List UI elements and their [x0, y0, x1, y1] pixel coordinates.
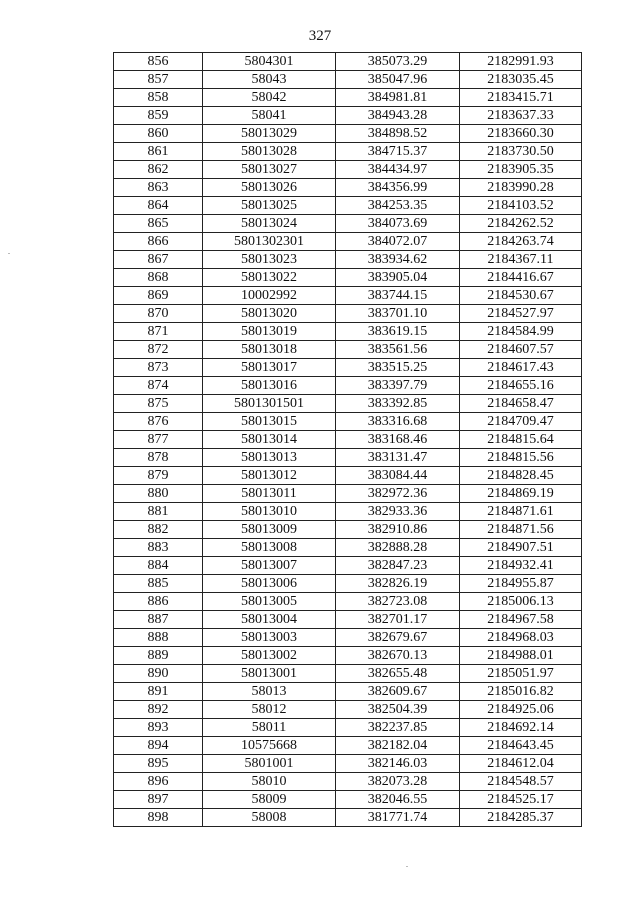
table-row: [114, 629, 582, 647]
point-number-cell: 856: [114, 53, 203, 71]
x-coordinate-cell: 382504.39: [336, 701, 460, 719]
point-id-cell: 58013011: [203, 485, 336, 503]
point-number-cell: 857: [114, 71, 203, 89]
point-id-cell: 58013026: [203, 179, 336, 197]
point-id-cell: 58013016: [203, 377, 336, 395]
point-number-cell: 894: [114, 737, 203, 755]
x-coordinate-cell: 383316.68: [336, 413, 460, 431]
point-id-cell: 5801001: [203, 755, 336, 773]
y-coordinate-cell: 2184530.67: [460, 287, 582, 305]
point-id-cell: 58013025: [203, 197, 336, 215]
y-coordinate-cell: 2183035.45: [460, 71, 582, 89]
point-id-cell: 58013013: [203, 449, 336, 467]
x-coordinate-cell: 382847.23: [336, 557, 460, 575]
point-number-cell: 866: [114, 233, 203, 251]
point-id-cell: 58042: [203, 89, 336, 107]
y-coordinate-cell: 2184709.47: [460, 413, 582, 431]
y-coordinate-cell: 2184815.56: [460, 449, 582, 467]
x-coordinate-cell: 383131.47: [336, 449, 460, 467]
table-row: [114, 449, 582, 467]
point-id-cell: 58011: [203, 719, 336, 737]
y-coordinate-cell: 2183730.50: [460, 143, 582, 161]
scan-speck: [8, 253, 10, 254]
x-coordinate-cell: 382826.19: [336, 575, 460, 593]
x-coordinate-cell: 384072.07: [336, 233, 460, 251]
table-row: [114, 341, 582, 359]
x-coordinate-cell: 383168.46: [336, 431, 460, 449]
x-coordinate-cell: 382933.36: [336, 503, 460, 521]
y-coordinate-cell: 2184907.51: [460, 539, 582, 557]
point-id-cell: 58009: [203, 791, 336, 809]
point-id-cell: 58013005: [203, 593, 336, 611]
x-coordinate-cell: 384943.28: [336, 107, 460, 125]
y-coordinate-cell: 2184871.61: [460, 503, 582, 521]
table-row: [114, 431, 582, 449]
point-number-cell: 873: [114, 359, 203, 377]
point-id-cell: 58013004: [203, 611, 336, 629]
x-coordinate-cell: 384715.37: [336, 143, 460, 161]
point-number-cell: 890: [114, 665, 203, 683]
x-coordinate-cell: 385047.96: [336, 71, 460, 89]
table-row: [114, 359, 582, 377]
y-coordinate-cell: 2184527.97: [460, 305, 582, 323]
table-row: [114, 161, 582, 179]
table-row: [114, 539, 582, 557]
point-id-cell: 58013001: [203, 665, 336, 683]
x-coordinate-cell: 385073.29: [336, 53, 460, 71]
point-id-cell: 58013027: [203, 161, 336, 179]
table-row: [114, 179, 582, 197]
point-id-cell: 58013003: [203, 629, 336, 647]
y-coordinate-cell: 2184658.47: [460, 395, 582, 413]
point-number-cell: 884: [114, 557, 203, 575]
point-number-cell: 874: [114, 377, 203, 395]
point-id-cell: 5804301: [203, 53, 336, 71]
x-coordinate-cell: 382182.04: [336, 737, 460, 755]
x-coordinate-cell: 382609.67: [336, 683, 460, 701]
point-number-cell: 888: [114, 629, 203, 647]
y-coordinate-cell: 2184815.64: [460, 431, 582, 449]
x-coordinate-cell: 383515.25: [336, 359, 460, 377]
y-coordinate-cell: 2184367.11: [460, 251, 582, 269]
y-coordinate-cell: 2183990.28: [460, 179, 582, 197]
x-coordinate-cell: 381771.74: [336, 809, 460, 827]
point-number-cell: 895: [114, 755, 203, 773]
y-coordinate-cell: 2185006.13: [460, 593, 582, 611]
point-id-cell: 58013012: [203, 467, 336, 485]
point-number-cell: 860: [114, 125, 203, 143]
point-id-cell: 58013010: [203, 503, 336, 521]
point-id-cell: 58013006: [203, 575, 336, 593]
table-row: [114, 575, 582, 593]
x-coordinate-cell: 384981.81: [336, 89, 460, 107]
y-coordinate-cell: 2184968.03: [460, 629, 582, 647]
table-row: [114, 521, 582, 539]
x-coordinate-cell: 384253.35: [336, 197, 460, 215]
table-row: [114, 377, 582, 395]
point-id-cell: 58013007: [203, 557, 336, 575]
table-row: [114, 53, 582, 71]
y-coordinate-cell: 2184584.99: [460, 323, 582, 341]
point-number-cell: 897: [114, 791, 203, 809]
point-id-cell: 58013018: [203, 341, 336, 359]
x-coordinate-cell: 382910.86: [336, 521, 460, 539]
table-row: [114, 413, 582, 431]
point-id-cell: 58013002: [203, 647, 336, 665]
y-coordinate-cell: 2184612.04: [460, 755, 582, 773]
y-coordinate-cell: 2184263.74: [460, 233, 582, 251]
y-coordinate-cell: 2184925.06: [460, 701, 582, 719]
table-row: [114, 215, 582, 233]
table-row: [114, 647, 582, 665]
point-number-cell: 896: [114, 773, 203, 791]
point-id-cell: 58013009: [203, 521, 336, 539]
point-number-cell: 876: [114, 413, 203, 431]
point-number-cell: 898: [114, 809, 203, 827]
table-row: [114, 665, 582, 683]
table-row: [114, 485, 582, 503]
table-row: [114, 719, 582, 737]
table-row: [114, 197, 582, 215]
point-number-cell: 886: [114, 593, 203, 611]
y-coordinate-cell: 2184416.67: [460, 269, 582, 287]
point-number-cell: 859: [114, 107, 203, 125]
table-row: [114, 287, 582, 305]
point-number-cell: 864: [114, 197, 203, 215]
y-coordinate-cell: 2184285.37: [460, 809, 582, 827]
x-coordinate-cell: 383392.85: [336, 395, 460, 413]
y-coordinate-cell: 2184955.87: [460, 575, 582, 593]
x-coordinate-cell: 383561.56: [336, 341, 460, 359]
point-number-cell: 871: [114, 323, 203, 341]
point-id-cell: 58043: [203, 71, 336, 89]
y-coordinate-cell: 2183660.30: [460, 125, 582, 143]
x-coordinate-cell: 382972.36: [336, 485, 460, 503]
point-number-cell: 861: [114, 143, 203, 161]
x-coordinate-cell: 383905.04: [336, 269, 460, 287]
table-row: [114, 683, 582, 701]
point-number-cell: 885: [114, 575, 203, 593]
y-coordinate-cell: 2185051.97: [460, 665, 582, 683]
x-coordinate-cell: 383701.10: [336, 305, 460, 323]
point-number-cell: 858: [114, 89, 203, 107]
point-id-cell: 58013015: [203, 413, 336, 431]
point-number-cell: 870: [114, 305, 203, 323]
table-row: [114, 791, 582, 809]
x-coordinate-cell: 383084.44: [336, 467, 460, 485]
point-number-cell: 887: [114, 611, 203, 629]
y-coordinate-cell: 2184103.52: [460, 197, 582, 215]
point-id-cell: 58013023: [203, 251, 336, 269]
y-coordinate-cell: 2184643.45: [460, 737, 582, 755]
point-id-cell: 10575668: [203, 737, 336, 755]
x-coordinate-cell: 382655.48: [336, 665, 460, 683]
x-coordinate-cell: 384356.99: [336, 179, 460, 197]
table-row: [114, 89, 582, 107]
point-number-cell: 892: [114, 701, 203, 719]
y-coordinate-cell: 2184607.57: [460, 341, 582, 359]
point-id-cell: 58013024: [203, 215, 336, 233]
x-coordinate-cell: 384073.69: [336, 215, 460, 233]
y-coordinate-cell: 2184828.45: [460, 467, 582, 485]
point-id-cell: 58013020: [203, 305, 336, 323]
x-coordinate-cell: 384898.52: [336, 125, 460, 143]
point-id-cell: 58013008: [203, 539, 336, 557]
point-number-cell: 882: [114, 521, 203, 539]
x-coordinate-cell: 382679.67: [336, 629, 460, 647]
point-number-cell: 877: [114, 431, 203, 449]
table-row: [114, 395, 582, 413]
x-coordinate-cell: 382046.55: [336, 791, 460, 809]
table-row: [114, 755, 582, 773]
point-number-cell: 879: [114, 467, 203, 485]
point-id-cell: 58041: [203, 107, 336, 125]
y-coordinate-cell: 2184988.01: [460, 647, 582, 665]
y-coordinate-cell: 2182991.93: [460, 53, 582, 71]
point-number-cell: 862: [114, 161, 203, 179]
x-coordinate-cell: 384434.97: [336, 161, 460, 179]
point-id-cell: 58013028: [203, 143, 336, 161]
coordinates-table: [113, 52, 582, 827]
table-row: [114, 701, 582, 719]
point-id-cell: 58010: [203, 773, 336, 791]
y-coordinate-cell: 2185016.82: [460, 683, 582, 701]
point-id-cell: 58013029: [203, 125, 336, 143]
point-number-cell: 869: [114, 287, 203, 305]
table-row: [114, 611, 582, 629]
table-row: [114, 503, 582, 521]
point-number-cell: 880: [114, 485, 203, 503]
point-id-cell: 58013022: [203, 269, 336, 287]
point-number-cell: 868: [114, 269, 203, 287]
y-coordinate-cell: 2184548.57: [460, 773, 582, 791]
y-coordinate-cell: 2183637.33: [460, 107, 582, 125]
y-coordinate-cell: 2184692.14: [460, 719, 582, 737]
point-number-cell: 891: [114, 683, 203, 701]
y-coordinate-cell: 2183415.71: [460, 89, 582, 107]
x-coordinate-cell: 382237.85: [336, 719, 460, 737]
point-id-cell: 58013014: [203, 431, 336, 449]
point-number-cell: 865: [114, 215, 203, 233]
table-row: [114, 737, 582, 755]
x-coordinate-cell: 383934.62: [336, 251, 460, 269]
x-coordinate-cell: 382146.03: [336, 755, 460, 773]
y-coordinate-cell: 2184525.17: [460, 791, 582, 809]
point-number-cell: 872: [114, 341, 203, 359]
point-number-cell: 867: [114, 251, 203, 269]
point-number-cell: 863: [114, 179, 203, 197]
point-id-cell: 58013: [203, 683, 336, 701]
point-number-cell: 875: [114, 395, 203, 413]
point-number-cell: 889: [114, 647, 203, 665]
x-coordinate-cell: 382073.28: [336, 773, 460, 791]
x-coordinate-cell: 383619.15: [336, 323, 460, 341]
y-coordinate-cell: 2184932.41: [460, 557, 582, 575]
table-row: [114, 71, 582, 89]
scan-speck: [406, 866, 408, 867]
table-row: [114, 269, 582, 287]
y-coordinate-cell: 2184655.16: [460, 377, 582, 395]
table-row: [114, 593, 582, 611]
x-coordinate-cell: 383744.15: [336, 287, 460, 305]
point-id-cell: 5801301501: [203, 395, 336, 413]
table-row: [114, 233, 582, 251]
y-coordinate-cell: 2184967.58: [460, 611, 582, 629]
point-id-cell: 58013017: [203, 359, 336, 377]
table-row: [114, 251, 582, 269]
point-number-cell: 878: [114, 449, 203, 467]
x-coordinate-cell: 382888.28: [336, 539, 460, 557]
table-row: [114, 467, 582, 485]
point-id-cell: 58012: [203, 701, 336, 719]
point-number-cell: 883: [114, 539, 203, 557]
table-row: [114, 773, 582, 791]
point-id-cell: 58008: [203, 809, 336, 827]
y-coordinate-cell: 2183905.35: [460, 161, 582, 179]
point-id-cell: 10002992: [203, 287, 336, 305]
point-number-cell: 893: [114, 719, 203, 737]
point-id-cell: 58013019: [203, 323, 336, 341]
y-coordinate-cell: 2184871.56: [460, 521, 582, 539]
y-coordinate-cell: 2184869.19: [460, 485, 582, 503]
table-row: [114, 125, 582, 143]
table-row: [114, 107, 582, 125]
x-coordinate-cell: 382723.08: [336, 593, 460, 611]
y-coordinate-cell: 2184262.52: [460, 215, 582, 233]
x-coordinate-cell: 382701.17: [336, 611, 460, 629]
point-number-cell: 881: [114, 503, 203, 521]
table-body: [114, 53, 582, 827]
y-coordinate-cell: 2184617.43: [460, 359, 582, 377]
table-row: [114, 323, 582, 341]
table-row: [114, 557, 582, 575]
table-row: [114, 305, 582, 323]
x-coordinate-cell: 383397.79: [336, 377, 460, 395]
point-id-cell: 5801302301: [203, 233, 336, 251]
x-coordinate-cell: 382670.13: [336, 647, 460, 665]
table-row: [114, 143, 582, 161]
page-number: 327: [308, 28, 332, 44]
table-row: [114, 809, 582, 827]
